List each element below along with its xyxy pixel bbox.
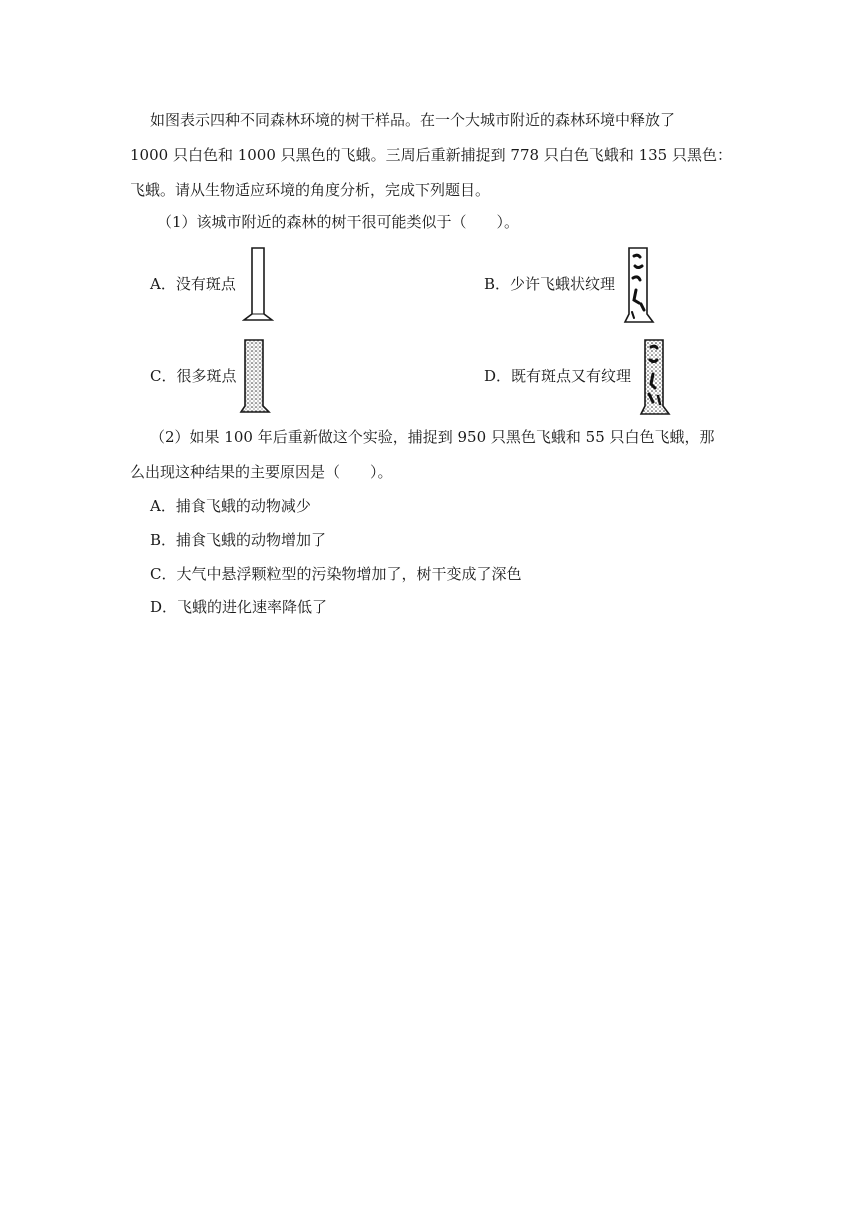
question-2-stem-line-2: 么出现这种结果的主要原因是（ ）。 bbox=[130, 463, 393, 481]
moth-pattern-trunk-icon bbox=[623, 246, 655, 324]
q1-option-b: B．少许飞蛾状纹理 bbox=[484, 275, 616, 293]
q1-option-a: A．没有斑点 bbox=[150, 275, 236, 293]
plain-trunk-icon bbox=[242, 246, 274, 322]
q2-option-b: B．捕食飞蛾的动物增加了 bbox=[150, 531, 327, 549]
spotted-trunk-icon bbox=[239, 338, 271, 414]
question-2-stem-line-1: （2）如果 100 年后重新做这个实验，捕捉到 950 只黑色飞蛾和 55 只白色飞蛾，那 bbox=[150, 428, 715, 446]
q1-option-d: D．既有斑点又有纹理 bbox=[484, 367, 632, 385]
intro-line-2: 1000 只白色和 1000 只黑色的飞蛾。三周后重新捕捉到 778 只白色飞蛾和 135 只黑色： bbox=[130, 146, 732, 164]
question-1-stem: （1）该城市附近的森林的树干很可能类似于（ ）。 bbox=[157, 213, 520, 231]
spotted-patterned-trunk-icon bbox=[639, 338, 671, 416]
q1-option-c: C．很多斑点 bbox=[150, 367, 237, 385]
q2-option-d: D．飞蛾的进化速率降低了 bbox=[150, 598, 328, 616]
q2-option-c: C．大气中悬浮颗粒型的污染物增加了，树干变成了深色 bbox=[150, 565, 522, 583]
q2-option-a: A．捕食飞蛾的动物减少 bbox=[150, 497, 311, 515]
intro-line-3: 飞蛾。请从生物适应环境的角度分析，完成下列题目。 bbox=[130, 181, 491, 199]
intro-line-1: 如图表示四种不同森林环境的树干样品。在一个大城市附近的森林环境中释放了 bbox=[150, 111, 676, 129]
